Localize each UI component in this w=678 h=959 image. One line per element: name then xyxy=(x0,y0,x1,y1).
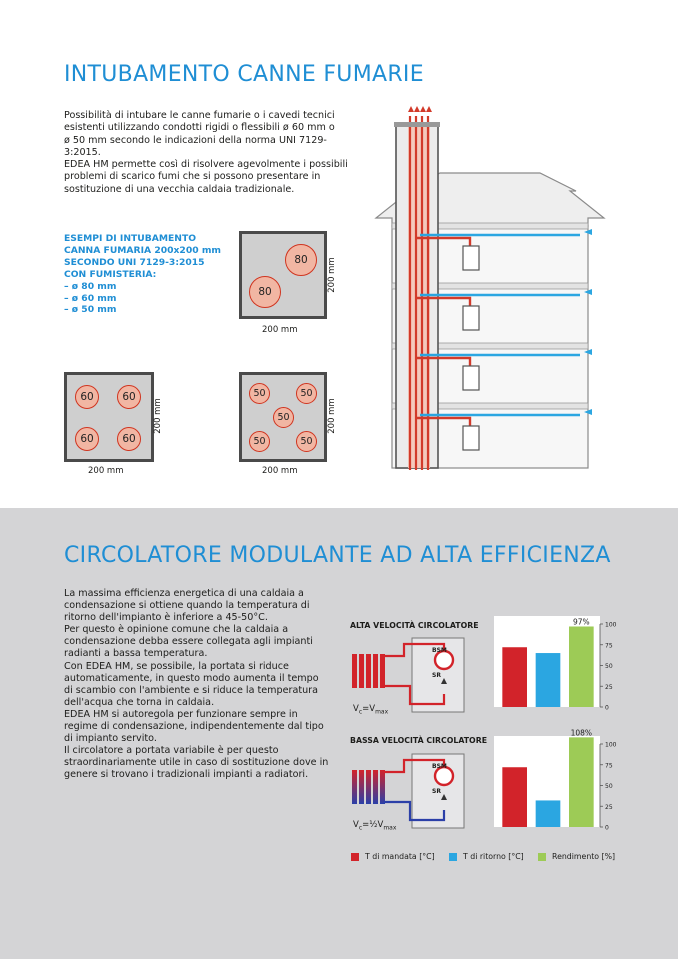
legend-swatch xyxy=(538,853,546,861)
high-speed-label: ALTA VELOCITÀ CIRCOLATORE xyxy=(350,621,479,630)
body-line: Per questo è opinione comune che la caldaia a xyxy=(64,624,289,636)
bar-data-label: 97% xyxy=(572,617,590,627)
legend-label: T di ritorno [°C] xyxy=(463,852,524,861)
pipe-80: 80 xyxy=(285,244,317,276)
legend-swatch xyxy=(351,853,359,861)
bsm-label: BSM xyxy=(432,763,447,770)
formula-sub: c xyxy=(358,824,363,832)
building-flue-illustration xyxy=(370,98,610,476)
formula-v: V xyxy=(353,704,359,714)
body-line: Con EDEA HM, se possibile, la portata si riduce xyxy=(64,660,289,672)
circulator-body-text xyxy=(64,588,336,782)
legend-label: T di mandata [°C] xyxy=(365,852,435,861)
legend-item-rendimento xyxy=(538,852,615,861)
sr-label: SR xyxy=(432,788,441,795)
body-line: condensazione debba essere collegata agli impianti xyxy=(64,636,313,648)
note-line: – ø 80 mm xyxy=(64,280,117,292)
note-line: CON FUMISTERIA: xyxy=(64,268,157,280)
width-dimension: 200 mm xyxy=(262,325,298,335)
y-tick-label: 50 xyxy=(605,783,613,790)
legend-label: Rendimento [%] xyxy=(552,852,616,861)
body-line: EDEA HM si autoregola per funzionare sempre in xyxy=(64,708,298,720)
y-tick-label: 100 xyxy=(605,621,617,629)
intro-line: esistenti utilizzando condotti rigidi o flessibili ø 60 mm o xyxy=(64,122,335,134)
flues-intro-text xyxy=(64,110,354,196)
bar-rendimento xyxy=(569,737,594,827)
flue-section-80 xyxy=(239,231,327,319)
high-speed-formula xyxy=(353,704,388,716)
pipe-50: 50 xyxy=(296,431,317,452)
body-line: radianti a bassa temperatura. xyxy=(64,648,208,660)
pipe-50: 50 xyxy=(249,383,270,404)
note-line: – ø 50 mm xyxy=(64,304,117,316)
body-line: automaticamente, in questo modo aumenta il tempo xyxy=(64,672,319,684)
section-title-circulator: CIRCOLATORE MODULANTE AD ALTA EFFICIENZA xyxy=(64,543,611,568)
low-speed-label: BASSA VELOCITÀ CIRCOLATORE xyxy=(350,736,488,745)
body-line: straordinariamente utile in caso di sostituzione dove in xyxy=(64,757,329,769)
y-tick-label: 75 xyxy=(605,762,613,770)
pipe-60: 60 xyxy=(117,427,141,451)
note-line: CANNA FUMARIA 200x200 mm xyxy=(64,244,221,256)
legend-item-mandata xyxy=(351,852,435,861)
y-tick-label: 25 xyxy=(605,683,613,691)
intro-line: sostituzione di una vecchia caldaia tradizionale. xyxy=(64,183,295,195)
pipe-60: 60 xyxy=(75,385,99,409)
formula-v: V xyxy=(353,820,359,830)
tubing-examples-note xyxy=(64,233,234,316)
formula-eq: =V xyxy=(362,704,376,714)
body-line: condensazione si ottiene quando la temperatura di xyxy=(64,600,310,612)
intro-line: 3:2015. xyxy=(64,146,101,158)
note-line: ESEMPI DI INTUBAMENTO xyxy=(64,233,197,244)
intro-line: Possibilità di intubare le canne fumarie o i cavedi tecnici xyxy=(64,110,335,121)
body-line: genere si trovano i tradizionali impianti a radiatori. xyxy=(64,769,309,781)
note-line: – ø 60 mm xyxy=(64,292,117,304)
bar-mandata xyxy=(502,767,527,827)
body-line: dell'acqua che torna in caldaia. xyxy=(64,696,215,708)
formula-sub: max xyxy=(375,708,389,716)
pipe-60: 60 xyxy=(75,427,99,451)
flue-section-60 xyxy=(64,372,154,462)
bar-mandata xyxy=(502,647,527,707)
y-tick-label: 50 xyxy=(605,663,613,670)
pipe-50: 50 xyxy=(296,383,317,404)
body-line: di scambio con l'ambiente e si riduce la temperatura xyxy=(64,684,318,696)
y-tick-label: 100 xyxy=(605,741,617,749)
body-line: La massima efficienza energetica di una caldaia a xyxy=(64,588,304,599)
pipe-50: 50 xyxy=(249,431,270,452)
intro-line: problemi di scarico fumi che si possono presentare in xyxy=(64,171,321,183)
bar-data-label: 108% xyxy=(570,728,593,738)
legend-swatch xyxy=(449,853,457,861)
low-speed-formula xyxy=(353,820,396,832)
width-dimension: 200 mm xyxy=(262,466,298,476)
y-tick-label: 0 xyxy=(605,704,609,712)
section-title-flues: INTUBAMENTO CANNE FUMARIE xyxy=(64,62,424,87)
note-line: SECONDO UNI 7129-3:2015 xyxy=(64,256,205,268)
height-dimension: 200 mm xyxy=(326,398,337,434)
pipe-80: 80 xyxy=(249,276,281,308)
pipe-60: 60 xyxy=(117,385,141,409)
sr-label: SR xyxy=(432,672,441,679)
legend-item-ritorno xyxy=(449,852,524,861)
body-line: ritorno dell'impianto è inferiore a 45-50°C. xyxy=(64,612,268,624)
low-speed-bar-chart xyxy=(492,726,622,836)
bar-rendimento xyxy=(569,626,594,707)
bar-ritorno xyxy=(536,653,561,707)
flue-section-50 xyxy=(239,372,327,462)
height-dimension: 200 mm xyxy=(152,398,163,434)
formula-eq: =½V xyxy=(362,820,384,830)
body-line: regime di condensazione, indipendentemente dal tipo xyxy=(64,721,324,733)
y-tick-label: 25 xyxy=(605,803,613,811)
formula-sub: c xyxy=(358,708,363,716)
high-speed-bar-chart xyxy=(492,606,622,716)
y-tick-label: 75 xyxy=(605,642,613,650)
height-dimension: 200 mm xyxy=(326,257,337,293)
formula-sub: max xyxy=(383,824,397,832)
intro-line: ø 50 mm secondo le indicazioni della norma UNI 7129- xyxy=(64,134,327,146)
pipe-50: 50 xyxy=(273,407,294,428)
y-tick-label: 0 xyxy=(605,824,609,832)
bsm-label: BSM xyxy=(432,647,447,654)
body-line: di impianto servito. xyxy=(64,733,157,745)
intro-line: EDEA HM permette così di risolvere agevolmente i possibili xyxy=(64,159,348,171)
width-dimension: 200 mm xyxy=(88,466,124,476)
bar-ritorno xyxy=(536,800,561,827)
body-line: Il circolatore a portata variabile è per questo xyxy=(64,745,279,757)
